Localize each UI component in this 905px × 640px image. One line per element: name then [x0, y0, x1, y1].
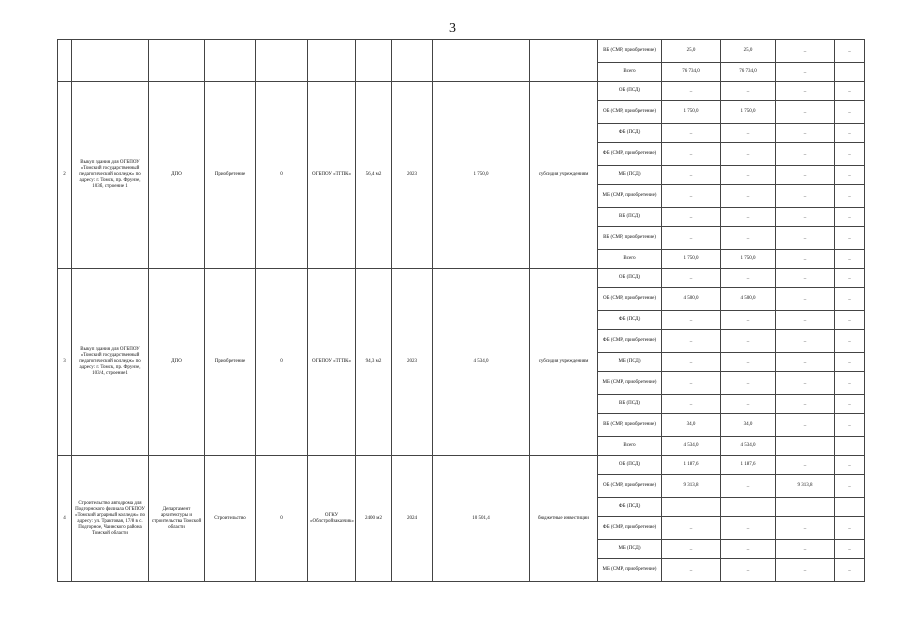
year2-cell: _: [776, 40, 835, 63]
year2-cell: _: [776, 250, 835, 269]
table-row: [58, 269, 865, 288]
total-cell: _: [662, 208, 721, 227]
total-cell: _: [662, 517, 721, 540]
year3-cell: _: [835, 517, 865, 540]
year2-cell: _: [776, 395, 835, 414]
total-cell: _: [662, 372, 721, 395]
funding-source-cell: ОБ (ПСД): [598, 456, 662, 475]
year1-cell: _: [721, 395, 776, 414]
funding-source-cell: МБ (СМР, приобретение): [598, 559, 662, 582]
funding-source-cell: ВБ (ПСД): [598, 395, 662, 414]
funding-source-cell: ФБ (ПСД): [598, 311, 662, 330]
funding-source-cell: ФБ (СМР, приобретение): [598, 330, 662, 353]
total-cell: 1 750,0: [662, 250, 721, 269]
year3-cell: _: [835, 372, 865, 395]
funding-source-cell: ФБ (СМР, приобретение): [598, 143, 662, 166]
year3-cell: _: [835, 559, 865, 582]
funding-source-cell: ВБ (СМР, приобретение): [598, 227, 662, 250]
funding-source-cell: Всего: [598, 63, 662, 82]
year1-cell: _: [721, 269, 776, 288]
year1-cell: [721, 498, 776, 517]
funding-source-cell: Всего: [598, 437, 662, 456]
year2-cell: [776, 437, 835, 456]
funding-source-cell: ВБ (СМР, приобретение): [598, 40, 662, 63]
cost-cell: 10 501,4: [433, 456, 530, 582]
funding-source-cell: ФБ (ПСД): [598, 498, 662, 517]
year2-cell: [776, 498, 835, 517]
year2-cell: _: [776, 559, 835, 582]
program-table: [57, 39, 865, 582]
work-type-cell: Приобретение: [205, 269, 256, 456]
year2-cell: _: [776, 372, 835, 395]
year1-cell: _: [721, 185, 776, 208]
row-number: 3: [58, 269, 72, 456]
cost-cell: 4 534,0: [433, 269, 530, 456]
funding-source-cell: ОБ (СМР, приобретение): [598, 288, 662, 311]
funding-source-cell: ОБ (СМР, приобретение): [598, 475, 662, 498]
year3-cell: _: [835, 540, 865, 559]
year-cell: 2024: [392, 456, 433, 582]
year3-cell: _: [835, 227, 865, 250]
stage-cell: 0: [256, 82, 308, 269]
year3-cell: _: [835, 288, 865, 311]
funding-form-cell: субсидия учреждениям: [530, 82, 598, 269]
funding-source-cell: МБ (ПСД): [598, 353, 662, 372]
year2-cell: _: [776, 185, 835, 208]
year1-cell: _: [721, 124, 776, 143]
year3-cell: _: [835, 475, 865, 498]
stage-cell: 0: [256, 269, 308, 456]
total-cell: 1 750,0: [662, 101, 721, 124]
total-cell: _: [662, 353, 721, 372]
funding-source-cell: ВБ (ПСД): [598, 208, 662, 227]
year3-cell: _: [835, 101, 865, 124]
funding-source-cell: МБ (СМР, приобретение): [598, 185, 662, 208]
funding-source-cell: ФБ (ПСД): [598, 124, 662, 143]
funding-source-cell: Всего: [598, 250, 662, 269]
total-cell: 1 187,6: [662, 456, 721, 475]
total-cell: _: [662, 185, 721, 208]
year3-cell: _: [835, 311, 865, 330]
total-cell: 25,0: [662, 40, 721, 63]
year1-cell: _: [721, 353, 776, 372]
year2-cell: _: [776, 330, 835, 353]
year2-cell: _: [776, 143, 835, 166]
funding-source-cell: МБ (СМР, приобретение): [598, 372, 662, 395]
total-cell: _: [662, 540, 721, 559]
year1-cell: _: [721, 517, 776, 540]
year3-cell: [835, 498, 865, 517]
year1-cell: 4 534,0: [721, 437, 776, 456]
year2-cell: _: [776, 456, 835, 475]
funding-source-cell: МБ (ПСД): [598, 166, 662, 185]
year2-cell: _: [776, 166, 835, 185]
blank-cell: [530, 40, 598, 82]
total-cell: 4 500,0: [662, 288, 721, 311]
year3-cell: _: [835, 40, 865, 63]
year1-cell: 1 187,6: [721, 456, 776, 475]
object-name: Выкуп здания для ОГБПОУ «Томский государственный педагогический колледж» по адресу: г. Томск, пр. Фрунзе, 103б, строение 1: [72, 82, 149, 269]
year2-cell: _: [776, 311, 835, 330]
year1-cell: _: [721, 475, 776, 498]
year2-cell: _: [776, 540, 835, 559]
recipient-cell: ОГБПОУ «ТГПК»: [308, 269, 356, 456]
table-row: [58, 82, 865, 101]
work-type-cell: Строительство: [205, 456, 256, 582]
funding-source-cell: ОБ (ПСД): [598, 82, 662, 101]
year3-cell: [835, 437, 865, 456]
blank-cell: [149, 40, 205, 82]
total-cell: _: [662, 559, 721, 582]
blank-cell: [58, 40, 72, 82]
funding-form-cell: бюджетные инвестиции: [530, 456, 598, 582]
year1-cell: _: [721, 143, 776, 166]
year3-cell: _: [835, 208, 865, 227]
year1-cell: _: [721, 559, 776, 582]
blank-cell: [256, 40, 308, 82]
stage-cell: 0: [256, 456, 308, 582]
blank-cell: [205, 40, 256, 82]
year3-cell: [835, 63, 865, 82]
year2-cell: _: [776, 208, 835, 227]
year1-cell: _: [721, 227, 776, 250]
year2-cell: _: [776, 101, 835, 124]
year2-cell: _: [776, 82, 835, 101]
funding-form-cell: субсидия учреждениям: [530, 269, 598, 456]
year1-cell: _: [721, 208, 776, 227]
year1-cell: _: [721, 372, 776, 395]
funding-source-cell: ФБ (СМР, приобретение): [598, 517, 662, 540]
year1-cell: 4 500,0: [721, 288, 776, 311]
year3-cell: _: [835, 456, 865, 475]
capacity-cell: 2400 м2: [356, 456, 392, 582]
year3-cell: _: [835, 124, 865, 143]
total-cell: 76 734,0: [662, 63, 721, 82]
row-number: 4: [58, 456, 72, 582]
year1-cell: _: [721, 82, 776, 101]
year2-cell: _: [776, 124, 835, 143]
work-type-cell: Приобретение: [205, 82, 256, 269]
year1-cell: 34,0: [721, 414, 776, 437]
year3-cell: _: [835, 353, 865, 372]
total-cell: _: [662, 124, 721, 143]
funding-source-cell: МБ (ПСД): [598, 540, 662, 559]
year1-cell: _: [721, 311, 776, 330]
year3-cell: _: [835, 166, 865, 185]
year1-cell: 1 750,0: [721, 101, 776, 124]
year3-cell: _: [835, 395, 865, 414]
year-cell: 2023: [392, 269, 433, 456]
capacity-cell: 56,4 м2: [356, 82, 392, 269]
year2-cell: _: [776, 269, 835, 288]
blank-cell: [356, 40, 392, 82]
year3-cell: _: [835, 82, 865, 101]
recipient-cell: ОГКУ «Облстройзаказчик»: [308, 456, 356, 582]
year3-cell: _: [835, 143, 865, 166]
page-number: 3: [449, 21, 456, 36]
blank-cell: [433, 40, 530, 82]
responsible-cell: Департамент архитектуры и строительства Томской области: [149, 456, 205, 582]
year2-cell: 9 313,8: [776, 475, 835, 498]
year2-cell: _: [776, 517, 835, 540]
blank-cell: [392, 40, 433, 82]
total-cell: [662, 498, 721, 517]
year1-cell: 25,0: [721, 40, 776, 63]
total-cell: _: [662, 330, 721, 353]
total-cell: _: [662, 395, 721, 414]
total-cell: _: [662, 82, 721, 101]
total-cell: 9 313,8: [662, 475, 721, 498]
year1-cell: _: [721, 540, 776, 559]
funding-source-cell: ВБ (СМР, приобретение): [598, 414, 662, 437]
object-name: Выкуп здания для ОГБПОУ «Томский государственный педагогический колледж» по адресу: г. Томск, пр. Фрунзе, 103/4, строение1: [72, 269, 149, 456]
year1-cell: _: [721, 166, 776, 185]
total-cell: _: [662, 143, 721, 166]
blank-cell: [308, 40, 356, 82]
year2-cell: _: [776, 353, 835, 372]
year1-cell: _: [721, 330, 776, 353]
year3-cell: _: [835, 250, 865, 269]
year1-cell: 1 750,0: [721, 250, 776, 269]
blank-cell: [72, 40, 149, 82]
year3-cell: _: [835, 330, 865, 353]
row-number: 2: [58, 82, 72, 269]
object-name: Строительство автодрома для Подгорнского филиала ОГБПОУ «Томский аграрный колледж» по адресу: ул. Трактовая, 17/8 в с. Подгорное, Чаинского района Томской области: [72, 456, 149, 582]
total-cell: 34,0: [662, 414, 721, 437]
funding-source-cell: ОБ (ПСД): [598, 269, 662, 288]
recipient-cell: ОГБПОУ «ТГПК»: [308, 82, 356, 269]
total-cell: _: [662, 166, 721, 185]
year3-cell: _: [835, 269, 865, 288]
total-cell: _: [662, 269, 721, 288]
responsible-cell: ДПО: [149, 269, 205, 456]
year3-cell: _: [835, 414, 865, 437]
year2-cell: _: [776, 63, 835, 82]
carry-over-row: [58, 40, 865, 63]
responsible-cell: ДПО: [149, 82, 205, 269]
year-cell: 2023: [392, 82, 433, 269]
cost-cell: 1 750,0: [433, 82, 530, 269]
funding-source-cell: ОБ (СМР, приобретение): [598, 101, 662, 124]
total-cell: _: [662, 311, 721, 330]
year2-cell: _: [776, 288, 835, 311]
total-cell: _: [662, 227, 721, 250]
table-body: [58, 40, 865, 582]
year2-cell: _: [776, 414, 835, 437]
table-row: [58, 456, 865, 475]
total-cell: 4 534,0: [662, 437, 721, 456]
year3-cell: _: [835, 185, 865, 208]
capacity-cell: 94,3 м2: [356, 269, 392, 456]
year2-cell: _: [776, 227, 835, 250]
year1-cell: 76 734,0: [721, 63, 776, 82]
